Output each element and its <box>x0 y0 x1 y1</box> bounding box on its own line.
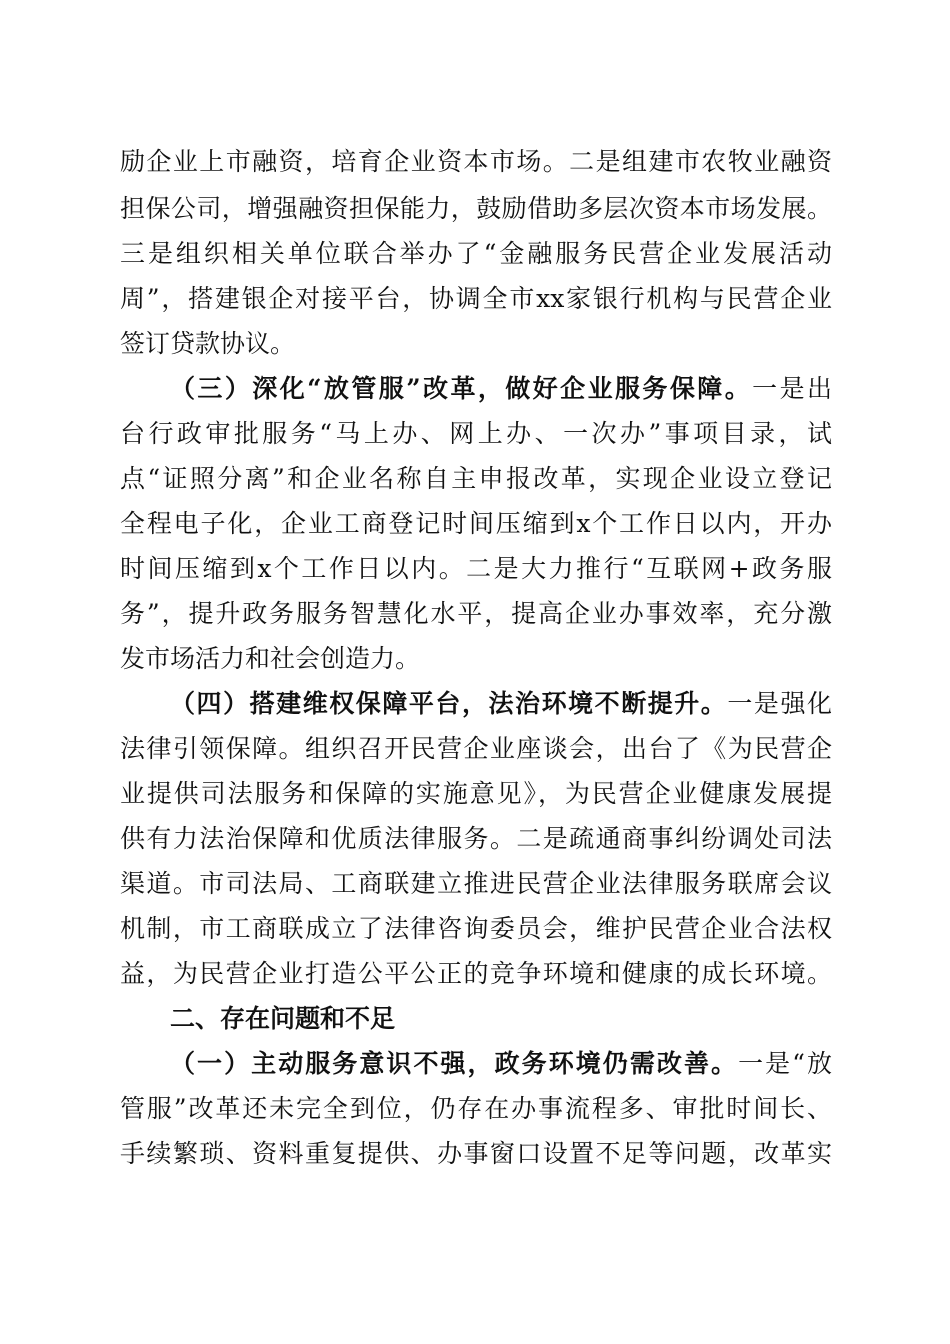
text-line: 点“证照分离”和企业名称自主申报改革，实现企业设立登记 <box>120 464 832 493</box>
text-line: 三是组织相关单位联合举办了“金融服务民营企业发展活动 <box>120 239 832 268</box>
text-line: 全程电子化，企业工商登记时间压缩到x个工作日以内，开办 <box>120 509 832 538</box>
section-heading-line <box>170 684 832 724</box>
text-line: 签订贷款协议。 <box>120 329 296 358</box>
text-line: 业提供司法服务和保障的实施意见》，为民营企业健康发展提 <box>120 779 832 808</box>
section-heading: （四）搭建维权保障平台，法治环境不断提升。 <box>170 689 728 718</box>
text-line: 励企业上市融资，培育企业资本市场。二是组建市农牧业融资 <box>120 147 832 176</box>
text-line: 台行政审批服务“马上办、网上办、一次办”事项目录，试 <box>120 419 832 448</box>
text-line: 供有力法治保障和优质法律服务。二是疏通商事纠纷调处司法 <box>120 824 832 853</box>
text-line: 益，为民营企业打造公平公正的竞争环境和健康的成长环境。 <box>120 959 832 988</box>
text-line: 发市场活力和社会创造力。 <box>120 644 421 673</box>
section-heading: （三）深化“放管服”改革，做好企业服务保障。 <box>170 374 753 403</box>
chapter-heading: 二、存在问题和不足 <box>170 1004 396 1033</box>
text-span: 一是强化 <box>727 689 832 718</box>
section-heading-line <box>170 1044 832 1084</box>
text-line: 法律引领保障。组织召开民营企业座谈会，出台了《为民营企 <box>120 734 832 763</box>
text-line: 管服”改革还未完全到位，仍存在办事流程多、审批时间长、 <box>120 1094 832 1123</box>
text-line: 担保公司，增强融资担保能力，鼓励借助多层次资本市场发展。 <box>120 194 832 223</box>
text-line: 机制，市工商联成立了法律咨询委员会，维护民营企业合法权 <box>120 914 832 943</box>
text-line: 渠道。市司法局、工商联建立推进民营企业法律服务联席会议 <box>120 869 832 898</box>
text-line: 务”，提升政务服务智慧化水平，提高企业办事效率，充分激 <box>120 599 832 628</box>
section-heading: （一）主动服务意识不强，政务环境仍需改善。 <box>170 1049 739 1078</box>
text-span: 一是“放 <box>738 1049 832 1078</box>
text-line: 周”，搭建银企对接平台，协调全市xx家银行机构与民营企业 <box>120 284 832 313</box>
text-span: 一是出 <box>752 374 832 403</box>
text-line: 手续繁琐、资料重复提供、办事窗口设置不足等问题，改革实 <box>120 1139 832 1168</box>
section-heading-line <box>170 369 832 409</box>
text-line: 时间压缩到x个工作日以内。二是大力推行“互联网+政务服 <box>120 554 832 583</box>
